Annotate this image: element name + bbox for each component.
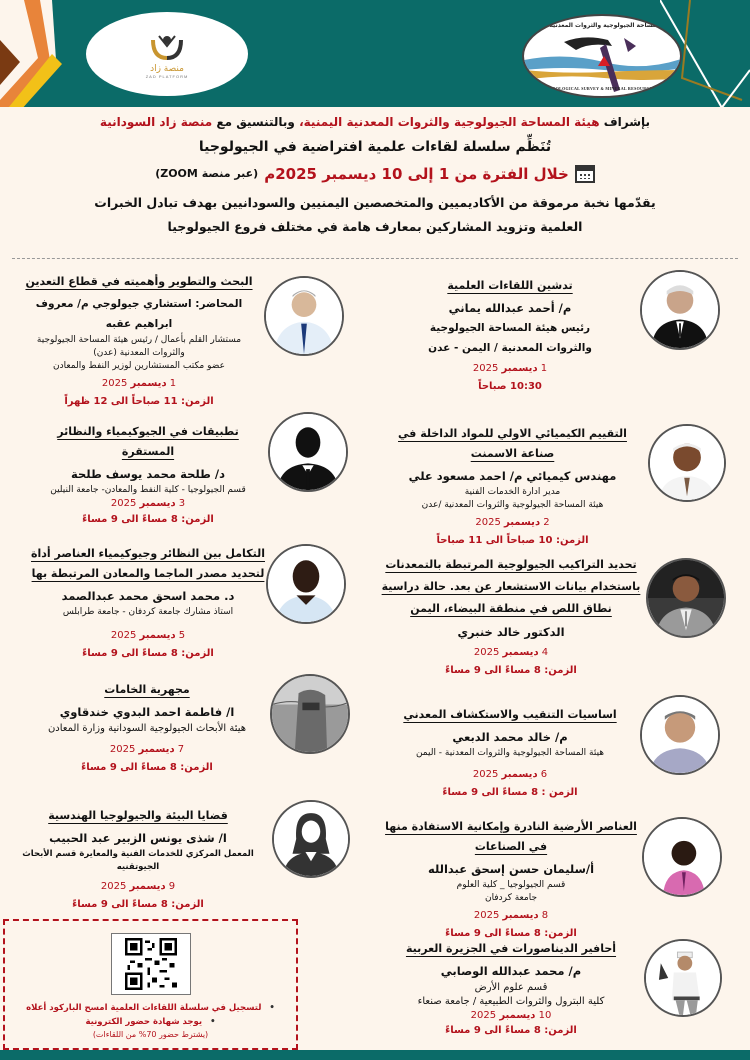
session-time: الزمن: 8 مساءً الى 9 مساءً: [82, 514, 214, 525]
date-month: ديسمبر: [501, 769, 538, 780]
intro-description: يقدّمها نخبة مرموقة من الأكاديميين والمتخصصين اليمنيين والسودانيين بهدف تبادل الخبرات العلمية وتزويد المشاركين بمعارف هامة في مختلف فروع الجيولوجيا: [94, 195, 656, 234]
intro-period-line: [0, 163, 750, 185]
date-month: ديسمبر: [502, 910, 539, 921]
session-date: [20, 375, 258, 393]
session-time: الزمن: 10 صباحاً الى 11 صباحاً: [436, 535, 589, 546]
session-card: [0, 268, 370, 407]
intro-series-title: تُنَظِّم سلسلة لقاءات علمية افتراضية في الجيولوجيا: [198, 139, 552, 155]
speaker-name: ا/ شذى يونس الزبير عبد الحبيب: [49, 831, 227, 845]
date-month: ديسمبر: [129, 881, 166, 892]
date-month: ديسمبر: [139, 498, 176, 509]
date-year: 2025: [470, 1010, 497, 1021]
session-time: الزمن: 11 صباحاً الى 12 ظهراً: [64, 396, 214, 407]
session-date: [30, 497, 266, 511]
session-date: [380, 907, 642, 925]
speaker-avatar: [640, 695, 720, 775]
session-text: [380, 276, 640, 396]
date-year: 2025: [109, 744, 136, 755]
session-card: [0, 540, 370, 665]
attendance-requirement: (يشترط حضور 70% من اللقاءات): [92, 1030, 209, 1039]
date-day: 1: [540, 363, 548, 374]
session-card: [380, 695, 750, 805]
speaker-name: م/ خالد محمد الدبعي: [452, 730, 568, 744]
session-card: [0, 670, 370, 780]
certificate-notice: • يوجد شهادة حضور الكترونية: [5, 1015, 296, 1029]
session-card: [380, 815, 750, 939]
speaker-affiliation: مستشار القلم بأعمال / رئيس هيئة المساحة الجيولوجية: [36, 335, 242, 345]
registration-instruction: • لتسجيل في سلسلة اللقاءات العلمية امسح الباركود أعلاه: [5, 1001, 296, 1015]
date-month: ديسمبر: [130, 378, 167, 389]
session-text: [380, 705, 640, 802]
speaker-affiliation: استاذ مشارك جامعة كردفان - جامعة طرابلس: [62, 607, 234, 617]
session-card: [0, 798, 370, 908]
date-year: 2025: [101, 378, 128, 389]
speaker-affiliation: عضو مكتب المستشارين لوزير النفط والمعادن: [53, 361, 225, 371]
date-day: 9: [168, 881, 176, 892]
date-day: 1: [169, 378, 177, 389]
date-day: 10: [538, 1010, 552, 1021]
session-title: قضايا البيئة والجيولوجيا الهندسية: [48, 809, 228, 822]
gsmrb-logo-arabic: هيئة المساحة الجيولوجية والثروات المعدنية اليمنية: [528, 22, 676, 29]
divider: [12, 258, 738, 259]
session-title: البحث والتطوير وأهميته في قطاع التعدين: [25, 275, 253, 288]
speaker-affiliation: قسم علوم الأرض: [474, 982, 548, 993]
intro-org-yemen: هيئة المساحة الجيولوجية والثروات المعدنية اليمنية،: [299, 115, 600, 129]
speaker-affiliation: هيئة الأبحاث الجيولوجية السودانية وزارة المعادن: [47, 723, 247, 734]
date-month: ديسمبر: [139, 630, 176, 641]
session-date: [380, 360, 640, 378]
speaker-affiliation: قسم الجيولوجيا - كلية النفط والمعادن- جامعة النيلين: [50, 485, 246, 495]
date-month: ديسمبر: [504, 517, 541, 528]
session-text: [380, 424, 645, 550]
session-title: اساسيات التنقيب والاستكشاف المعدني: [403, 708, 617, 721]
intro-coordination: وبالتنسيق مع: [216, 115, 295, 129]
calendar-icon: [575, 165, 595, 183]
session-card: [380, 420, 750, 546]
silhouette-woman-icon: [274, 802, 348, 876]
silhouette-man-icon: [270, 414, 346, 490]
intro-sponsors-line: [0, 113, 750, 131]
speaker-name: الدكتور خالد خنبري: [457, 625, 565, 639]
speaker-affiliation: والثروات المعدنية (عدن): [93, 348, 185, 358]
session-date: [6, 878, 270, 896]
session-date: [380, 514, 645, 532]
speaker-affiliation: جامعة كردفان: [484, 893, 538, 903]
speaker-photo-icon: [644, 819, 720, 895]
speaker-avatar: [646, 558, 726, 638]
date-year: 2025: [473, 647, 500, 658]
session-text: [30, 544, 266, 663]
speaker-avatar: [648, 424, 726, 502]
speaker-affiliation: والثروات المعدنية / اليمن - عدن: [428, 342, 592, 354]
speaker-avatar: [268, 412, 348, 492]
date-year: 2025: [473, 910, 500, 921]
speaker-affiliation: قسم الجيولوجيا _ كلية العلوم: [456, 880, 566, 890]
registration-box: [3, 919, 298, 1050]
session-title: تدشين اللقاءات العلمية: [447, 279, 573, 292]
date-month: ديسمبر: [502, 647, 539, 658]
date-day: 3: [178, 498, 186, 509]
intro-org-zad: منصة زاد السودانية: [99, 115, 213, 129]
session-title: العناصر الأرضية النادرة وإمكانية الاستفادة منها في الصناعات: [385, 820, 637, 853]
session-time: الزمن: 8 مساءً الى 9 مساءً: [72, 899, 204, 910]
speaker-affiliation: كلية البترول والثروات الطبيعية / جامعة صنعاء: [417, 996, 605, 1007]
session-text: [20, 272, 258, 411]
date-day: 5: [178, 630, 186, 641]
speaker-photo-icon: [272, 676, 348, 752]
date-year: 2025: [110, 630, 137, 641]
gsmrb-logo-english: YEMEN GEOLOGICAL SURVEY & MINERAL RESOURCES BOARD: [531, 86, 673, 91]
speaker-affiliation: المعمل المركزي للخدمات الفنية والمعايرة قسم الأبحاث الجيوتقنيه: [22, 849, 254, 872]
zad-logo-english: ZAD PLATFORM: [145, 73, 189, 79]
registration-notes: [5, 1001, 296, 1029]
session-text: [26, 680, 268, 777]
date-day: 8: [541, 910, 549, 921]
date-year: 2025: [110, 498, 137, 509]
date-month: ديسمبر: [138, 744, 175, 755]
speaker-avatar: [642, 817, 722, 897]
session-card: [380, 935, 750, 1050]
speaker-name: د. محمد اسحق محمد عبدالصمد: [61, 589, 235, 603]
session-date: [380, 1009, 642, 1023]
speaker-name: م/ أحمد عبدالله يماني: [448, 301, 572, 315]
footer-bar: [0, 1050, 750, 1060]
session-time: الزمن: 8 مساءً الى 9 مساءً: [445, 928, 577, 939]
date-month: ديسمبر: [499, 1010, 536, 1021]
session-date: [30, 627, 266, 645]
session-title: تحديد التراكيب الجيولوجية المرتبطة بالتمعدنات باستخدام بيانات الاستشعار عن بعد. حالة دراسية نطاق اللص في منطقة البيضاء، اليمن: [381, 558, 641, 615]
date-month: ديسمبر: [501, 363, 538, 374]
speaker-avatar: [644, 939, 722, 1017]
speaker-avatar: [272, 800, 350, 878]
speaker-photo-icon: [642, 697, 718, 773]
speaker-photo-icon: [268, 546, 344, 622]
speaker-photo-icon: [646, 941, 720, 1015]
speaker-photo-icon: [648, 560, 724, 636]
session-text: [6, 806, 270, 914]
intro-prefix: بإشراف: [603, 115, 651, 129]
zad-platform-logo: [86, 12, 248, 96]
session-time: الزمن: 8 مساءً الى 9 مساءً: [445, 665, 577, 676]
session-time: الزمن : 8 مساءً الى 9 مساءً: [442, 787, 578, 798]
speaker-photo-icon: [650, 426, 724, 500]
intro-period: خلال الفترة من 1 إلى 10 ديسمبر 2025م: [264, 165, 569, 183]
session-card: [380, 268, 750, 398]
speaker-affiliation: هيئة المساحة الجيولوجية والثروات المعدنية - اليمن: [415, 748, 605, 758]
session-time: 10:30 صباحاً: [478, 381, 542, 392]
session-title: تطبيقات في الجيوكيمياء والنظائر المستقرة: [57, 425, 239, 458]
speaker-name: م/ محمد عبدالله الوصابي: [440, 964, 582, 978]
session-time: الزمن: 8 مساءً الى 9 مساءً: [81, 762, 213, 773]
zad-emblem-icon: [147, 30, 187, 62]
session-card: [0, 410, 370, 525]
speaker-name: المحاضر: استشاري جيولوجي م/ معروف ابراهيم عقبه: [35, 298, 243, 330]
speaker-affiliation: مدير ادارة الخدمات الفنية: [464, 487, 561, 497]
speaker-name: د/ طلحة محمد يوسف طلحة: [71, 467, 225, 481]
date-day: 2: [543, 517, 550, 528]
session-title: التكامل بين النظائر وجيوكيمياء العناصر أداة لتحديد مصدر الماجما والمعادن المرتبطة بها: [31, 547, 265, 580]
session-date: [26, 741, 268, 759]
speaker-name: ا/ فاطمة احمد البدوي خندقاوي: [59, 705, 235, 719]
speaker-name: أ/سليمان حسن إسحق عبدالله: [427, 862, 595, 876]
zad-logo-arabic: منصة زاد: [150, 63, 184, 74]
speaker-avatar: [270, 674, 350, 754]
session-text: [380, 817, 642, 943]
session-text: [380, 554, 642, 680]
date-year: 2025: [100, 881, 127, 892]
speaker-avatar: [640, 270, 720, 350]
date-year: 2025: [472, 363, 499, 374]
session-time: الزمن: 8 مساءً الى 9 مساءً: [445, 1025, 577, 1036]
date-day: 4: [541, 647, 549, 658]
intro-section: [0, 113, 750, 239]
session-date: [380, 644, 642, 662]
decorative-corner-left: [0, 0, 90, 107]
session-title: التقييم الكيميائي الاولي للمواد الداخلة في صناعة الاسمنت: [398, 427, 627, 460]
speaker-avatar: [264, 276, 344, 356]
session-title: أحافير الديناصورات في الجزيرة العربية: [405, 942, 617, 955]
session-text: [380, 939, 642, 1039]
speaker-affiliation: رئيس هيئة المساحة الجيولوجية: [429, 322, 591, 334]
date-year: 2025: [475, 517, 501, 528]
date-day: 7: [177, 744, 185, 755]
registration-qr-code[interactable]: [111, 933, 191, 995]
session-time: الزمن: 8 مساءً الى 9 مساءً: [82, 648, 214, 659]
speaker-photo-icon: [642, 272, 718, 348]
session-text: [30, 422, 266, 529]
date-day: 6: [540, 769, 548, 780]
speaker-affiliation: هيئة المساحة الجيولوجية والثروات المعدنية /عدن: [421, 500, 604, 510]
speaker-photo-icon: [266, 278, 342, 354]
header-banner: [0, 0, 750, 107]
speaker-name: مهندس كيميائي م/ احمد مسعود علي: [408, 469, 617, 483]
date-year: 2025: [472, 769, 499, 780]
intro-platform: (عبر منصة ZOOM): [155, 167, 259, 180]
gsmrb-logo: [522, 14, 682, 98]
session-title: مجهرية الخامات: [104, 683, 190, 696]
session-date: [380, 766, 640, 784]
speaker-avatar: [266, 544, 346, 624]
qr-code-icon: [125, 938, 177, 990]
session-card: [380, 550, 750, 680]
